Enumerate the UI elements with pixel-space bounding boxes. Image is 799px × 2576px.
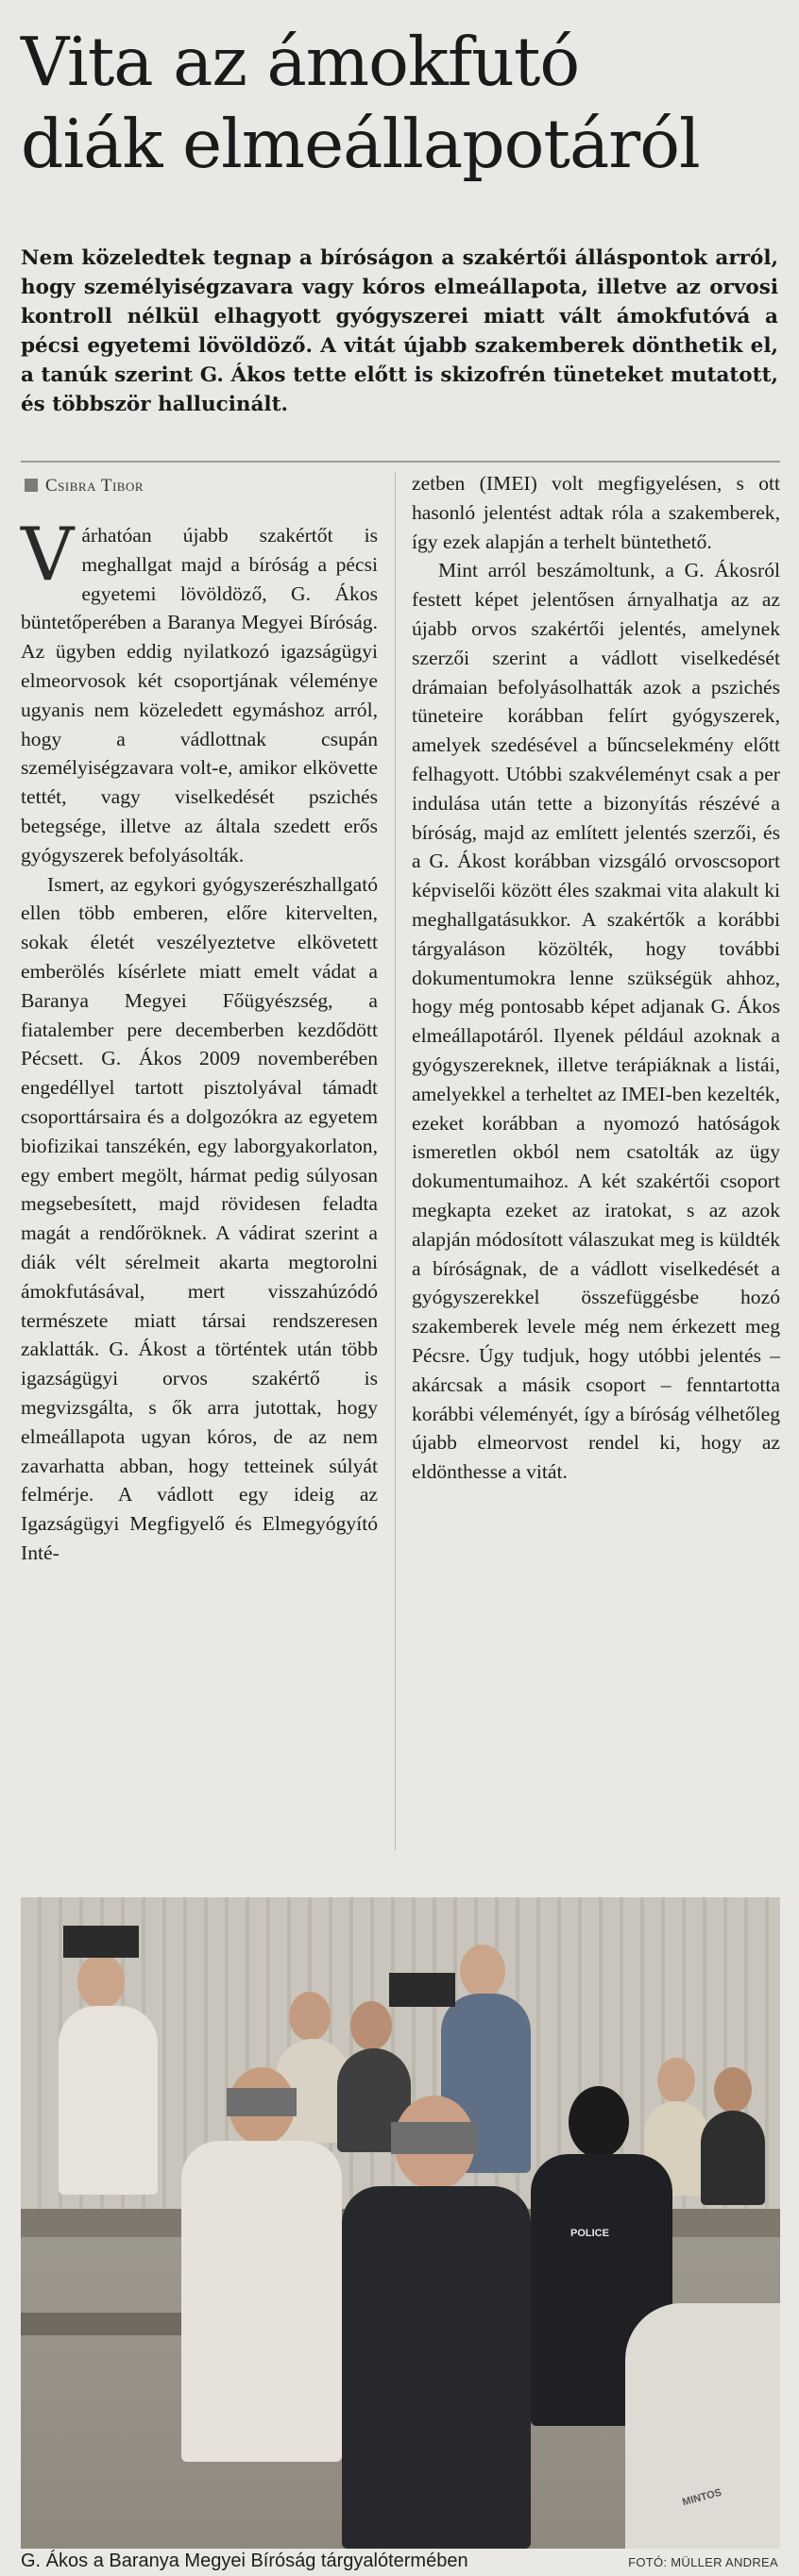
- photo-caption: G. Ákos a Baranya Megyei Bíróság tárgyalótermében: [21, 2551, 468, 2571]
- photo-police-label: POLICE: [570, 2228, 609, 2239]
- dropcap: V: [21, 513, 75, 598]
- photo-face-censor-1: [227, 2088, 297, 2116]
- photo-jacket-text: MINTOS: [681, 2486, 723, 2509]
- photo-defendant: [342, 2096, 531, 2549]
- article-column-right: [412, 469, 780, 1487]
- byline-author: Csibra Tibor: [45, 476, 144, 496]
- lead-divider: [21, 461, 780, 463]
- photo-cameraman-left: [40, 1916, 172, 2199]
- headline-line-2: diák elmeállapotáról: [21, 105, 700, 183]
- photo-guard: [181, 2067, 342, 2464]
- photo-spectator-4: [701, 2067, 767, 2199]
- byline-square-icon: [25, 479, 38, 492]
- article-lead: Nem közeledtek tegnap a bíróságon a szakértői álláspontok arról, hogy személyiségzavara vagy kóros elmeállapota, illetve az orvosi kontroll nélkül elhagyott gyógyszerei miatt vált ámokfutóvá a pécsi egyetemi lövöldöző. A vitát újabb szakemberek dönthetik el, a tanúk szerint G. Ákos tette előtt is skizofrén tüneteket mutatott, és többször hallucinált.: [21, 246, 778, 416]
- paragraph-2: Ismert, az egykori gyógyszerészhallgató ellen több emberen, előre kitervelten, sokak életét veszélyeztetve elkövetett emberölés kísérlete miatt emelt vádat a Baranya Megyei Főügyészség, a fiatalember pere decemberben kezdődött Pécsett. G. Ákos 2009 novemberében engedéllyel tartott pisztolyával támadt csoporttársaira és a dolgozókra az egyetem biofizikai tanszékén, egy laborgyakorlaton, egy embert megölt, hármat pedig súlyosan megsebesített, majd rövidesen feladta magát a rendőröknek. A vádirat szerint a diák vélt sérelmeit akarta megtorolni ámokfutásával, mert visszahúzódó természete miatt társai rendszeresen zaklatták. G. Ákost a történtek után több igazságügyi orvos szakértő is megvizsgálta, s ők arra jutottak, hogy elmeállapota ugyan kóros, de az nem zavarhatta abban, hogy tetteinek súlyát felmérje. A vádlott egy ideig az Igazságügyi Megfigyelő és Elmegyógyító Inté-: [21, 872, 378, 1564]
- photo-foreground-officer: [625, 2303, 780, 2549]
- column-divider: [395, 472, 396, 1850]
- photo-face-censor-2: [391, 2122, 478, 2154]
- article-headline: [21, 21, 786, 185]
- paragraph-4: Mint arról beszámoltunk, a G. Ákosról festett képet jelentősen árnyalhatja az az újabb orvos szakértői jelentés, amelynek szerzői szerint a vádlott viselkedését drámaian befolyásolhatták azok a pszichés tüneteire korábban felírt gyógyszerek, amelyek szedésével a bűncselekmény előtt felhagyott. Utóbbi szakvéleményt csak a per indulása után tette a bizonyítás részévé a bíróság, majd az említett jelentés szerzői, és a G. Ákost korábban vizsgáló orvoscsoport képviselői között éles szakmai vita alakult ki meghallgatásukkor. A szakértők a korábbi tárgyaláson közölték, hogy további dokumentumokra lenne szükségük ahhoz, hogy még pontosabb képet adjanak G. Ákos elmeállapotáról. Ilyenek például azoknak a gyógyszereknek, illetve terápiáknak a listái, amelyekkel a terheltet az IMEI-ben kezelték, ezeket korábban a nyomozó hatóságok ismeretlen okból nem csatolták az ügy dokumentumaihoz. A két szakértői csoport megkapta ezeket az iratokat, s az azok alapján módosított válaszukat meg is küldték a bíróságnak, de a vádlott viselkedését a gyógyszerekkel összefüggésbe hozó szakemberek levele még nem érkezett meg Pécsre. Úgy tudjuk, hogy utóbbi jelentés – akárcsak a másik csoport – fenntartotta korábbi véleményét, így a bíróság vélhetőleg újabb elmeorvost rendel ki, hogy az eldönthesse a vitát.: [412, 559, 780, 1484]
- article-column-left: [21, 513, 378, 1568]
- headline-line-1: Vita az ámokfutó: [21, 23, 580, 101]
- courtroom-photo: [21, 1897, 780, 2549]
- photo-credit: FOTÓ: MÜLLER ANDREA: [628, 2555, 778, 2569]
- paragraph-3: zetben (IMEI) volt megfigyelésen, s ott hasonló jelentést adtak róla a szakemberek, így ezek alapján a terhelt büntethető.: [412, 472, 780, 553]
- paragraph-1: Várhatóan újabb szakértőt is meghallgat majd a bíróság a pécsi egyetemi lövöldöző, G. Ákos büntetőperében a Baranya Megyei Bíróság. Az ügyben eddig nyilatkozó igazságügyi elmeorvosok két csoportjának véleménye ugyanis nem közeledett egymáshoz arról, hogy a vádlottnak csupán személyiségzavara volt-e, amikor elkövette tettét, vagy viselkedését pszichés betegsége, illetve az általa szedett erős gyógyszerek befolyásolták.: [21, 513, 378, 867]
- byline: [25, 476, 402, 497]
